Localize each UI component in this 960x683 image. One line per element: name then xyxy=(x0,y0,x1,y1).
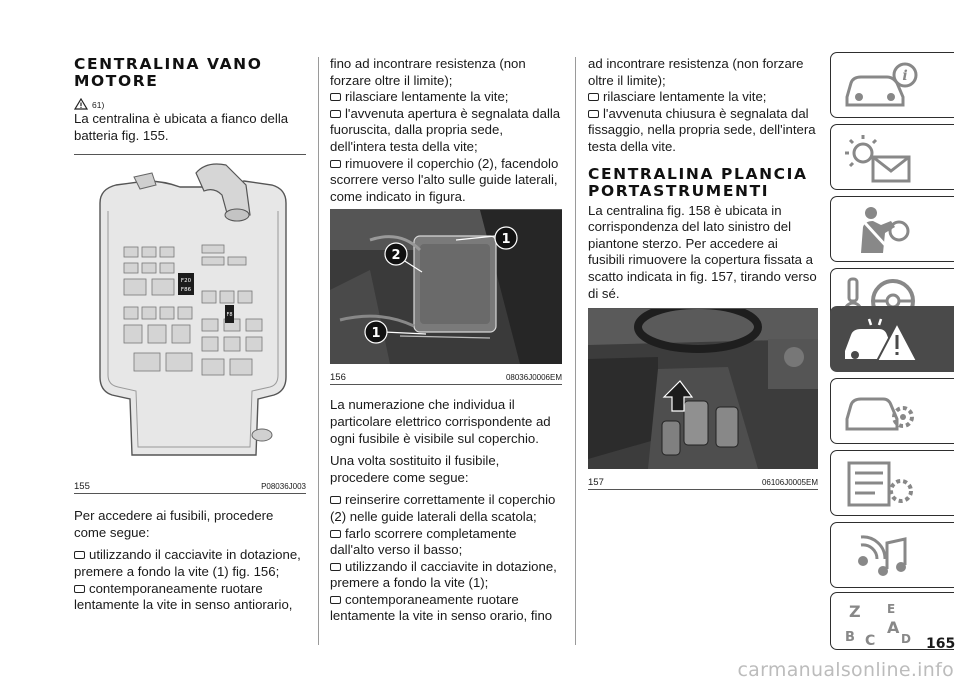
paragraph: La centralina è ubicata a fianco della batteria fig. 155. xyxy=(74,111,289,143)
figure-caption xyxy=(588,474,818,490)
figure-156 xyxy=(330,209,562,385)
bullet-box-icon xyxy=(330,596,341,604)
svg-text:i: i xyxy=(902,68,908,84)
paragraph: Per accedere ai fusibili, procedere come segue: xyxy=(74,508,274,540)
paragraph: fino ad incontrare resistenza (non forzare oltre il limite); xyxy=(330,56,526,88)
bullet-box-icon xyxy=(330,496,341,504)
bullet-box-icon xyxy=(588,110,599,118)
tab-safety[interactable] xyxy=(830,196,954,262)
warning-ref-number: 61) xyxy=(92,100,105,110)
tab-warning-lights[interactable] xyxy=(830,124,954,190)
warning-reference xyxy=(74,94,306,110)
heading-line: CENTRALINA VANO xyxy=(74,55,263,73)
figure-code: 08036J0006EM xyxy=(505,373,562,383)
index-letter: E xyxy=(887,602,896,616)
bullet-box-icon xyxy=(330,93,341,101)
bullet-box-icon xyxy=(330,160,341,168)
car-info-icon xyxy=(841,59,921,113)
heading-line: CENTRALINA PLANCIA xyxy=(588,164,808,183)
column-3 xyxy=(588,56,818,490)
index-letter: D xyxy=(901,632,911,646)
service-schedule-icon xyxy=(841,457,921,511)
figure-caption xyxy=(74,478,306,494)
fuse-label-f8: F8 xyxy=(226,312,233,319)
bullet-item: contemporaneamente ruotare lentamente la vite in senso orario, fino xyxy=(330,591,553,624)
index-letter: C xyxy=(865,633,876,647)
heading-line: PORTASTRUMENTI xyxy=(588,181,770,200)
callout-1: 1 xyxy=(501,232,511,248)
dashboard-lower-panel-photo xyxy=(588,309,818,469)
heading-line: MOTORE xyxy=(74,72,159,90)
section-heading xyxy=(74,56,306,90)
tab-maintenance-schedule[interactable] xyxy=(830,450,954,516)
page-number: 165 xyxy=(926,636,956,652)
fuse-box-photo xyxy=(330,210,562,364)
bullet-box-icon xyxy=(330,530,341,538)
index-letter: B xyxy=(845,630,855,645)
multimedia-icon xyxy=(841,529,921,583)
bullet-item: rimuovere il coperchio (2), facendolo scorrere verso l'alto sulle guide laterali, come indicato in figura. xyxy=(330,155,559,204)
bullet-item: rilasciare lentamente la vite; xyxy=(330,89,562,106)
figure-number: 157 xyxy=(588,477,604,489)
tab-multimedia[interactable] xyxy=(830,522,954,588)
bullet-box-icon xyxy=(330,110,341,118)
bullet-item: reinserire correttamente il coperchio (2) nelle guide laterali della scatola; xyxy=(330,492,556,524)
paragraph: Una volta sostituito il fusibile, procedere come segue: xyxy=(330,453,500,485)
figure-157 xyxy=(588,308,818,490)
bullet-item: l'avvenuta chiusura è segnalata dal fissaggio, nella propria sede, dell'intera testa della vite. xyxy=(588,105,816,154)
column-divider xyxy=(318,57,319,645)
index-icon xyxy=(841,599,921,647)
figure-code: P08036J003 xyxy=(261,482,306,492)
safety-airbag-icon xyxy=(841,203,921,257)
index-letter: A xyxy=(887,618,900,637)
figure-155 xyxy=(74,154,306,494)
bullet-box-icon xyxy=(74,585,85,593)
fuse-label-f20: F20 xyxy=(180,278,192,285)
figure-number: 155 xyxy=(74,481,90,493)
bullet-item: utilizzando il cacciavite in dotazione, premere a fondo la vite (1); xyxy=(330,558,557,591)
column-2 xyxy=(330,56,562,625)
paragraph: La numerazione che individua il particolare elettrico corrispondente ad ogni fusibile è visibile sul coperchio. xyxy=(330,397,551,446)
emergency-icon xyxy=(841,313,921,367)
callout-1: 1 xyxy=(371,326,381,342)
bullet-item: l'avvenuta apertura è segnalata dalla fuoruscita, dalla propria sede, dell'intera testa della vite; xyxy=(330,105,561,154)
bullet-item: utilizzando il cacciavite in dotazione, premere a fondo la vite (1) fig. 156; xyxy=(74,547,301,579)
bullet-box-icon xyxy=(330,563,341,571)
callout-2: 2 xyxy=(391,248,401,264)
bullet-item: farlo scorrere completamente dall'alto verso il basso; xyxy=(330,525,517,558)
warning-lights-icon xyxy=(841,131,921,185)
column-1 xyxy=(74,56,306,614)
maintenance-icon xyxy=(841,385,921,439)
paragraph: ad incontrare resistenza (non forzare oltre il limite); xyxy=(588,56,804,88)
figure-code: 06106J0005EM xyxy=(761,478,818,488)
watermark: carmanualsonline.info xyxy=(737,659,954,681)
index-letter: Z xyxy=(849,602,861,621)
section-heading xyxy=(588,166,818,200)
bullet-item: rilasciare lentamente la vite; xyxy=(588,89,818,106)
tab-car-info[interactable] xyxy=(830,52,954,118)
figure-number: 156 xyxy=(330,372,346,384)
bullet-item: contemporaneamente ruotare lentamente la vite in senso antiorario, xyxy=(74,580,293,613)
bullet-box-icon xyxy=(588,93,599,101)
warning-triangle-icon xyxy=(74,98,88,110)
figure-caption xyxy=(330,369,562,385)
engine-fuse-box-illustration xyxy=(74,155,306,473)
bullet-box-icon xyxy=(74,551,85,559)
fuse-label-f86: F86 xyxy=(180,287,192,294)
tab-emergency[interactable] xyxy=(830,306,954,372)
tab-maintenance[interactable] xyxy=(830,378,954,444)
column-divider xyxy=(575,57,576,645)
paragraph: La centralina fig. 158 è ubicata in corrispondenza del lato sinistro del piantone sterzo. Per accedere ai fusibili rimuovere la copertura fissata a scatto indicata in fig. 157, tirando verso di sé. xyxy=(588,202,817,301)
